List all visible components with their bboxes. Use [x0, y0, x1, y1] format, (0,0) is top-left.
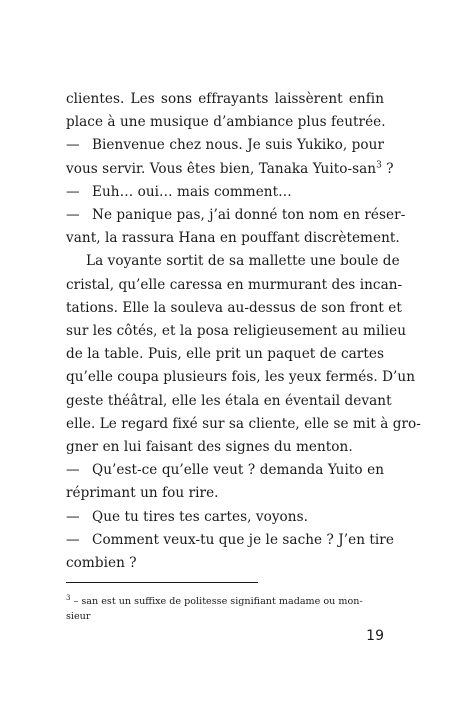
line-text-tail: ?	[381, 160, 394, 177]
body-text	[66, 88, 421, 575]
line-text: vous servir. Vous êtes bien, Tanaka Yuito-san	[66, 160, 377, 177]
footnote-marker: 3	[376, 160, 382, 171]
footnote-line-2: sieur	[66, 611, 91, 622]
text-line	[66, 482, 384, 505]
dialogue-dash: —	[66, 531, 80, 548]
line-text: gner en lui faisant des signes du menton.	[66, 439, 353, 456]
text-line	[66, 88, 384, 111]
text-line	[66, 413, 421, 436]
text-line	[66, 274, 403, 297]
text-line	[66, 204, 406, 227]
text-line	[66, 390, 392, 413]
line-text: sur les côtés, et la posa religieusement au milieu	[66, 323, 407, 340]
line-text: vant, la rassura Hana en pouffant discrètement.	[66, 230, 400, 247]
line-text: Que tu tires tes cartes, voyons.	[92, 508, 308, 525]
text-line	[66, 506, 384, 529]
text-line	[66, 343, 384, 366]
text-line	[66, 552, 384, 575]
line-text: elle. Le regard fixé sur sa cliente, elle se mit à gro-	[66, 415, 421, 432]
text-line	[66, 320, 407, 343]
line-text: geste théâtral, elle les étala en éventail devant	[66, 392, 392, 409]
footnote	[66, 594, 386, 624]
line-text: place à une musique d’ambiance plus feutrée.	[66, 114, 386, 131]
text-line	[66, 158, 394, 181]
line-text: Comment veux-tu que je le sache ? J’en tire	[92, 531, 394, 548]
line-text: La voyante sortit de sa mallette une boule de	[86, 253, 400, 270]
line-text: Ne panique pas, j’ai donné ton nom en réser-	[92, 207, 406, 224]
dialogue-dash: —	[66, 508, 80, 525]
text-line	[66, 181, 384, 204]
page-number: 19	[366, 628, 384, 644]
text-line	[66, 111, 384, 134]
text-line	[66, 366, 416, 389]
text-line	[66, 134, 384, 157]
line-text: réprimant un fou rire.	[66, 485, 219, 502]
dialogue-dash: —	[66, 137, 80, 154]
footnote-number: 3	[66, 593, 71, 602]
line-text: combien ?	[66, 555, 137, 572]
line-text: Bienvenue chez nous. Je suis Yukiko, pour	[92, 137, 384, 154]
text-line	[66, 436, 384, 459]
line-text: Euh… oui… mais comment…	[92, 183, 292, 200]
text-line	[66, 459, 384, 482]
line-text: qu’elle coupa plusieurs fois, les yeux fermés. D’un	[66, 369, 416, 386]
dialogue-dash: —	[66, 207, 80, 224]
footnote-line-1	[66, 594, 386, 609]
text-line	[66, 250, 400, 273]
line-text: de la table. Puis, elle prit un paquet de cartes	[66, 346, 384, 363]
dialogue-dash: —	[66, 462, 80, 479]
line-text: clientes. Les sons effrayants laissèrent enfin	[66, 91, 384, 107]
footnote-separator	[66, 582, 258, 583]
text-line	[66, 227, 400, 250]
footnote-text-1: – san est un suffixe de politesse signifiant madame ou mon-	[70, 596, 363, 607]
text-line	[66, 297, 402, 320]
line-text: cristal, qu’elle caressa en murmurant des incan-	[66, 276, 403, 293]
line-text: tations. Elle la souleva au-dessus de son front et	[66, 299, 402, 316]
text-line	[66, 529, 394, 552]
line-text: Qu’est-ce qu’elle veut ? demanda Yuito en	[92, 462, 384, 479]
dialogue-dash: —	[66, 183, 80, 200]
